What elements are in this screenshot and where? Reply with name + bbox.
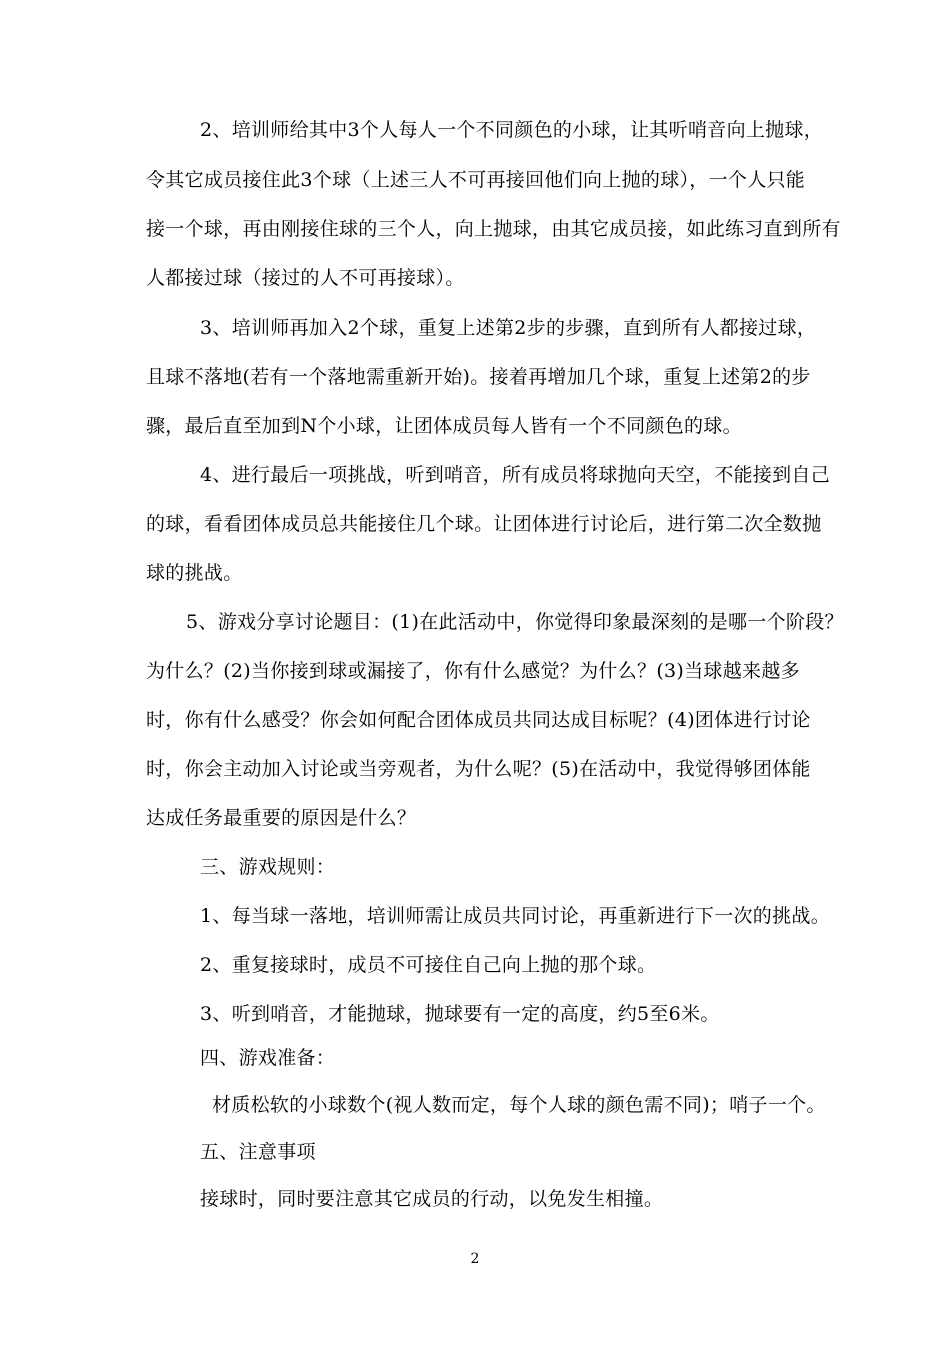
section-heading-preparation: 四、游戏准备： — [200, 1047, 336, 1069]
paragraph-step-5-line-4: 时，你会主动加入讨论或当旁观者，为什么呢？(5)在活动中，我觉得够团体能 — [146, 758, 811, 780]
paragraph-step-2-line-3: 接一个球，再由刚接住球的三个人，向上抛球，由其它成员接，如此练习直到所有 — [146, 218, 841, 240]
paragraph-step-3-line-2: 且球不落地(若有一个落地需重新开始)。接着再增加几个球，重复上述第2的步 — [146, 366, 811, 388]
paragraph-step-2-line-1: 2、培训师给其中3个人每人一个不同颜色的小球，让其听哨音向上抛球， — [200, 119, 824, 141]
paragraph-step-4-line-1: 4、进行最后一项挑战，听到哨音，所有成员将球抛向天空，不能接到自己 — [200, 464, 830, 486]
paragraph-step-4-line-3: 球的挑战。 — [146, 562, 243, 584]
paragraph-step-2-line-2: 令其它成员接住此3个球（上述三人不可再接回他们向上抛的球），一个人只能 — [146, 169, 806, 191]
preparation-text: 材质松软的小球数个(视人数而定，每个人球的颜色需不同)；哨子一个。 — [212, 1094, 826, 1116]
paragraph-step-3-line-1: 3、培训师再加入2个球，重复上述第2步的步骤，直到所有人都接过球， — [200, 317, 817, 339]
rule-item-2: 2、重复接球时，成员不可接住自己向上抛的那个球。 — [200, 954, 657, 976]
page-number: 2 — [470, 1251, 480, 1267]
notes-text: 接球时，同时要注意其它成员的行动，以免发生相撞。 — [200, 1188, 664, 1210]
rule-item-3: 3、听到哨音，才能抛球，抛球要有一定的高度，约5至6米。 — [200, 1003, 720, 1025]
paragraph-step-3-line-3: 骤，最后直至加到N个小球，让团体成员每人皆有一个不同颜色的球。 — [146, 415, 742, 437]
rule-item-1: 1、每当球一落地，培训师需让成员共同讨论，再重新进行下一次的挑战。 — [200, 905, 830, 927]
paragraph-step-5-line-3: 时，你有什么感受？你会如何配合团体成员共同达成目标呢？(4)团体进行讨论 — [146, 709, 811, 731]
paragraph-step-4-line-2: 的球，看看团体成员总共能接住几个球。让团体进行讨论后，进行第二次全数抛 — [146, 513, 822, 535]
paragraph-step-5-line-2: 为什么？(2)当你接到球或漏接了，你有什么感觉？为什么？(3)当球越来越多 — [146, 660, 800, 682]
paragraph-step-5-line-1: 5、游戏分享讨论题目：(1)在此活动中，你觉得印象最深刻的是哪一个阶段？ — [186, 611, 844, 633]
paragraph-step-5-line-5: 达成任务最重要的原因是什么？ — [146, 807, 417, 829]
section-heading-notes: 五、注意事项 — [200, 1141, 316, 1163]
section-heading-rules: 三、游戏规则： — [200, 856, 336, 878]
paragraph-step-2-line-4: 人都接过球（接过的人不可再接球）。 — [146, 267, 465, 289]
